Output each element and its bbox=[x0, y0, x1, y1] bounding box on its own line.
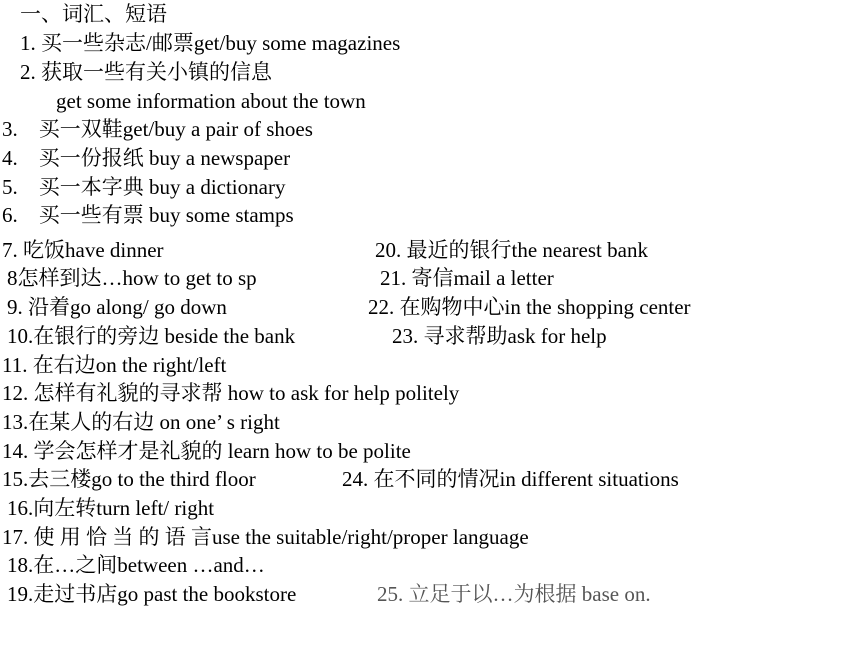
list-item: 16.向左转turn left/ right bbox=[7, 496, 215, 520]
list-item: 24. 在不同的情况in different situations bbox=[342, 467, 679, 491]
list-item: 25. 立足于以…为根据 base on. bbox=[377, 582, 651, 606]
list-item: 17. 使 用 恰 当 的 语 言use the suitable/right/proper language bbox=[2, 525, 529, 549]
list-item: 18.在…之间between …and… bbox=[7, 553, 265, 577]
list-item: 23. 寻求帮助ask for help bbox=[392, 324, 607, 348]
list-item: 3. 买一双鞋get/buy a pair of shoes bbox=[2, 117, 313, 141]
list-item: 19.走过书店go past the bookstore bbox=[7, 582, 297, 606]
list-item: 1. 买一些杂志/邮票get/buy some magazines bbox=[20, 31, 401, 55]
list-item: 11. 在右边on the right/left bbox=[2, 353, 227, 377]
section-heading: 一、词汇、短语 bbox=[20, 2, 167, 26]
list-item: 10.在银行的旁边 beside the bank bbox=[7, 324, 296, 348]
list-item: 8怎样到达…how to get to sp bbox=[7, 266, 257, 290]
list-item: 5. 买一本字典 buy a dictionary bbox=[2, 175, 286, 199]
list-item: 21. 寄信mail a letter bbox=[380, 266, 554, 290]
list-item: 6. 买一些有票 buy some stamps bbox=[2, 203, 294, 227]
list-item: 22. 在购物中心in the shopping center bbox=[368, 295, 691, 319]
list-item: 13.在某人的右边 on one’ s right bbox=[2, 410, 280, 434]
list-item: 14. 学会怎样才是礼貌的 learn how to be polite bbox=[2, 439, 411, 463]
list-item: 4. 买一份报纸 buy a newspaper bbox=[2, 146, 291, 170]
list-item: 20. 最近的银行the nearest bank bbox=[375, 238, 648, 262]
list-item: 12. 怎样有礼貌的寻求帮 how to ask for help politely bbox=[2, 381, 460, 405]
list-item: 15.去三楼go to the third floor bbox=[2, 467, 256, 491]
list-item: 9. 沿着go along/ go down bbox=[7, 295, 227, 319]
list-item: 2. 获取一些有关小镇的信息 bbox=[20, 60, 272, 84]
list-item: get some information about the town bbox=[56, 89, 366, 113]
list-item: 7. 吃饭have dinner bbox=[2, 238, 164, 262]
